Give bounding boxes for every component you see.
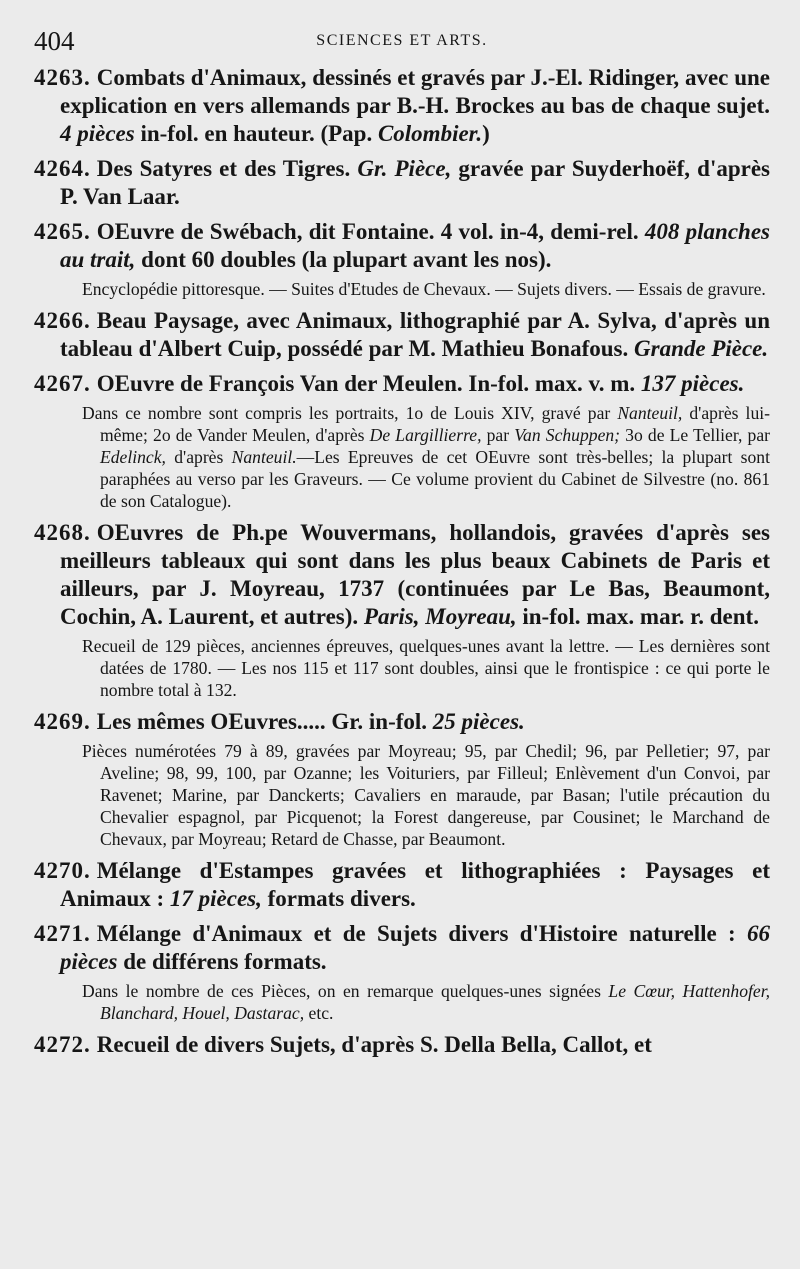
text-run: 3o de Le Tellier, par [620, 425, 771, 445]
italic-text: 137 pièces. [640, 371, 745, 396]
text-run: OEuvre de Swébach, dit Fontaine. 4 vol. in-4, demi-rel. [96, 219, 645, 244]
entry-note [82, 635, 770, 701]
text-run: etc. [304, 1003, 334, 1023]
italic-text: Le Cœur, Hattenhofer, Blanchard, Houel, Dastarac, [100, 981, 770, 1023]
entry-number: 4270. [34, 858, 91, 883]
text-run: Dans le nombre de ces Pièces, on en remarque quelques-unes signées [82, 981, 609, 1001]
catalogue-entries [34, 64, 770, 1059]
text-run: in-fol. max. mar. r. dent. [516, 604, 759, 629]
entry-title [34, 64, 770, 148]
italic-text: 17 pièces, [169, 886, 262, 911]
entry-title [34, 370, 770, 398]
entry-note [82, 278, 770, 300]
text-run: Recueil de 129 pièces, anciennes épreuves, quelques-unes avant la lettre. — Les dernières sont datées de 1780. — Les nos 115 et 117 sont doubles, ainsi que le frontispice : ce qui porte le nombre total à 132. [82, 636, 770, 700]
entry-title [34, 920, 770, 976]
text-run: Mélange d'Estampes gravées et lithographiées : Paysages et Animaux : [60, 858, 770, 911]
entry-title [34, 857, 770, 913]
text-run: OEuvres de Ph.pe Wouvermans, hollandois, gravées d'après ses meilleurs tableaux qui sont dans les plus beaux Cabinets de Paris et ailleurs, par J. Moyreau, 1737 (continuées par Le Bas, Beaumont, Cochin, A. Laurent, et autres). [60, 520, 770, 629]
text-run: de différens formats. [117, 949, 327, 974]
entry-number: 4265. [34, 219, 91, 244]
entry-title [34, 1031, 770, 1059]
text-run: Dans ce nombre sont compris les portraits, 1o de Louis XIV, gravé par [82, 403, 618, 423]
text-run: gravée par Suyderhoëf, d'après P. Van Laar. [60, 156, 770, 209]
catalogue-entry [34, 64, 770, 148]
text-run: dont 60 doubles (la plupart avant les nos). [135, 247, 552, 272]
text-run: OEuvre de François Van der Meulen. In-fol. max. v. m. [96, 371, 641, 396]
catalogue-entry [34, 857, 770, 913]
italic-text: 25 pièces. [432, 709, 525, 734]
text-run: Mélange d'Animaux et de Sujets divers d'Histoire naturelle : [96, 921, 747, 946]
text-run: Combats d'Animaux, dessinés et gravés par J.-El. Ridinger, avec une explication en vers allemands par B.-H. Brockes au bas de chaque sujet. [60, 65, 770, 118]
italic-text: Grande Pièce. [634, 336, 769, 361]
italic-text: Gr. Pièce, [357, 156, 452, 181]
text-run: ) [482, 121, 490, 146]
entry-title [34, 218, 770, 274]
entry-number: 4263. [34, 65, 91, 90]
entry-title [34, 519, 770, 631]
entry-number: 4271. [34, 921, 91, 946]
catalogue-entry [34, 155, 770, 211]
catalogue-entry [34, 1031, 770, 1059]
italic-text: Nanteuil. [231, 447, 297, 467]
catalogue-entry [34, 920, 770, 1024]
text-run: Encyclopédie pittoresque. — Suites d'Etudes de Chevaux. — Sujets divers. — Essais de gravure. [82, 279, 766, 299]
text-run: Pièces numérotées 79 à 89, gravées par Moyreau; 95, par Chedil; 96, par Pelletier; 97, par Aveline; 98, 99, 100, par Ozanne; les Voituriers, par Filleul; Enlèvement d'un Convoi, par Ravenet; Marine, par Danckerts; Cavaliers en maraude, par Basan; l'utile précaution du Chevalier espagnol, par Picquenot; la Forest dangereuse, par Cousinet; le Marchand de Chevaux, par Moyreau; Retard de Chasse, par Beaumont. [82, 741, 770, 849]
page-header [34, 26, 770, 56]
page-number: 404 [34, 26, 75, 56]
italic-text: Edelinck, [100, 447, 166, 467]
entry-number: 4267. [34, 371, 91, 396]
italic-text: Nanteuil, [617, 403, 683, 423]
italic-text: Van Schuppen; [514, 425, 621, 445]
italic-text: Paris, Moyreau, [363, 604, 517, 629]
italic-text: Colombier. [377, 121, 483, 146]
text-run: d'après [165, 447, 232, 467]
entry-title [34, 155, 770, 211]
entry-title [34, 307, 770, 363]
text-run: Les mêmes OEuvres..... Gr. in-fol. [96, 709, 433, 734]
entry-number: 4264. [34, 156, 91, 181]
text-run: d'après lui-même; 2o de Vander Meulen, d'après [100, 403, 770, 445]
entry-number: 4268. [34, 520, 91, 545]
entry-number: 4266. [34, 308, 91, 333]
entry-note [82, 402, 770, 512]
entry-number: 4272. [34, 1032, 91, 1057]
italic-text: 408 planches au trait, [60, 219, 770, 272]
entry-note [82, 980, 770, 1024]
catalogue-entry [34, 307, 770, 363]
entry-title [34, 708, 770, 736]
italic-text: 4 pièces [60, 121, 135, 146]
catalogue-entry [34, 218, 770, 300]
text-run: par [481, 425, 515, 445]
catalogue-entry [34, 370, 770, 512]
italic-text: De Largillierre, [369, 425, 482, 445]
text-run: Beau Paysage, avec Animaux, lithographié par A. Sylva, d'après un tableau d'Albert Cuip, possédé par M. Mathieu Bonafous. [60, 308, 770, 361]
text-run: in-fol. en hauteur. (Pap. [134, 121, 378, 146]
entry-note [82, 740, 770, 850]
catalogue-entry [34, 708, 770, 850]
text-run: —Les Epreuves de cet OEuvre sont très-belles; la plupart sont paraphées au verso par les Graveurs. — Ce volume provient du Cabinet de Silvestre (no. 861 de son Catalogue). [100, 447, 770, 511]
catalogue-entry [34, 519, 770, 701]
running-head: SCIENCES ET ARTS. [316, 32, 488, 49]
entry-number: 4269. [34, 709, 91, 734]
text-run: Des Satyres et des Tigres. [96, 156, 358, 181]
text-run: Recueil de divers Sujets, d'après S. Della Bella, Callot, et [96, 1032, 652, 1057]
italic-text: 66 pièces [60, 921, 770, 974]
text-run: formats divers. [261, 886, 416, 911]
